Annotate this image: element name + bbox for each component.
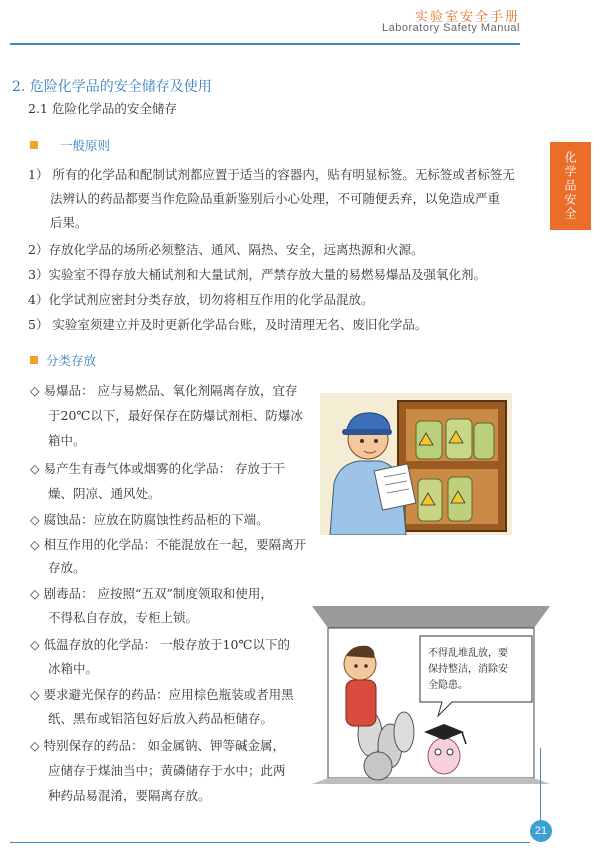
side-tab: 化学品安全 — [550, 142, 591, 230]
general-title-text: 一般原则 — [60, 138, 111, 153]
page-number-badge — [530, 820, 552, 842]
classified-line: 于20℃以下，最好保存在防爆试剂柜、防爆冰 — [48, 408, 303, 423]
general-line: 5） 实验室须建立并及时更新化学品台账，及时清理无名、废旧化学品。 — [28, 317, 428, 332]
general-line: 4）化学试剂应密封分类存放，切勿将相互作用的化学品混放。 — [28, 292, 374, 307]
classified-line: ◇ 腐蚀品：应放在防腐蚀性药品柜的下端。 — [30, 512, 269, 527]
square-bullet-icon — [30, 356, 38, 364]
speech-bubble-line: 保持整洁，消除安 — [428, 664, 508, 675]
section-heading: 2. 危险化学品的安全储存及使用 — [12, 79, 212, 95]
section-subheading: 2.1 危险化学品的安全储存 — [28, 101, 177, 116]
classified-line: 纸、黑布或铝箔包好后放入药品柜储存。 — [48, 711, 274, 726]
classified-title — [30, 351, 96, 369]
general-line: 2）存放化学品的场所必须整洁、通风、隔热、安全，远离热源和火源。 — [28, 242, 424, 257]
classified-line: 应储存于煤油当中；黄磷储存于水中；此两 — [48, 763, 286, 778]
header-title: 实验室安全手册 — [414, 10, 520, 25]
speech-bubble-line: 全隐患。 — [428, 680, 468, 691]
classified-line: ◇ 相互作用的化学品：不能混放在一起，要隔离开 — [30, 537, 307, 552]
classified-line: 种药品易混淆，要隔离存放。 — [48, 788, 211, 803]
general-line: 法辨认的药品都要当作危险品重新鉴别后小心处理，不可随便丢弃，以免造成严重 — [50, 191, 501, 206]
header-subtitle: Laboratory Safety Manual — [382, 22, 520, 34]
square-bullet-icon — [30, 141, 38, 149]
general-title — [30, 136, 110, 154]
classified-line: 冰箱中。 — [48, 661, 99, 676]
classified-line: 燥、阴凉、通风处。 — [48, 486, 161, 501]
classified-title-text: 分类存放 — [46, 353, 97, 368]
classified-line: 不得私自存放，专柜上锁。 — [48, 610, 199, 625]
storage-room-illustration — [312, 606, 550, 784]
classified-line: 存放。 — [48, 560, 86, 575]
general-line: 1） 所有的化学品和配制试剂都应置于适当的容器内，贴有明显标签。无标签或者标签无 — [28, 167, 515, 182]
speech-bubble-line: 不得乱堆乱放，要 — [428, 648, 508, 659]
classified-line: ◇ 剧毒品： 应按照“五双”制度领取和使用， — [30, 586, 273, 601]
footer-rule — [10, 842, 530, 843]
classified-line: ◇ 低温存放的化学品： 一般存放于10℃以下的 — [30, 637, 290, 652]
classified-line: ◇ 易爆品： 应与易燃品、氧化剂隔离存放，宜存 — [30, 383, 298, 398]
page-number: 21 — [534, 825, 548, 837]
footer-vertical-rule — [540, 748, 541, 820]
classified-line: ◇ 特别保存的药品： 如金属钠、钾等碱金属， — [30, 738, 286, 753]
classified-line: ◇ 要求避光保存的药品：应用棕色瓶装或者用黑 — [30, 687, 294, 702]
classified-line: ◇ 易产生有毒气体或烟雾的化学品： 存放于干 — [30, 461, 286, 476]
worker-cabinet-illustration — [320, 393, 512, 535]
general-line: 后果。 — [50, 215, 88, 230]
classified-line: 箱中。 — [48, 433, 86, 448]
general-line: 3）实验室不得存放大桶试剂和大量试剂，严禁存放大量的易燃易爆品及强氧化剂。 — [28, 267, 486, 282]
header-rule — [10, 43, 520, 45]
